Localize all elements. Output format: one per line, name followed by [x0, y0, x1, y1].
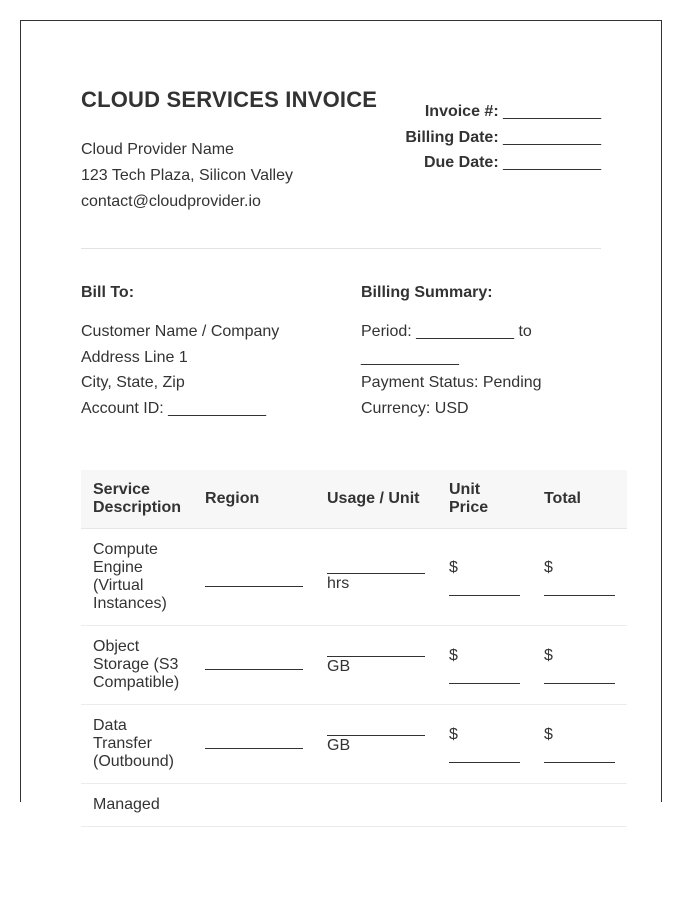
billing-date-label: Billing Date:	[405, 128, 499, 146]
header-divider	[81, 248, 601, 249]
usage-unit: hrs	[327, 574, 350, 592]
usage-cell[interactable]	[315, 626, 437, 705]
table-row	[81, 705, 627, 784]
region-blank[interactable]	[205, 668, 303, 670]
column-header: Region	[193, 470, 315, 529]
column-header: Service Description	[81, 470, 193, 529]
invoice-number-field[interactable]: ___________	[503, 103, 601, 120]
column-header: Unit Price	[437, 470, 532, 529]
usage-cell[interactable]	[315, 705, 437, 784]
usage-unit: GB	[327, 736, 351, 754]
billing-period-end[interactable]: ___________	[361, 348, 459, 366]
usage-blank[interactable]	[327, 655, 425, 657]
due-date-row	[405, 150, 601, 176]
invoice-title: CLOUD SERVICES INVOICE	[81, 87, 378, 112]
customer-name: Customer Name / Company	[81, 323, 280, 340]
unit-price-cell[interactable]	[437, 784, 532, 827]
total-blank[interactable]	[544, 594, 615, 596]
currency-symbol: $	[448, 558, 458, 576]
customer-address: Address Line 1	[81, 348, 188, 366]
total-cell[interactable]	[532, 784, 627, 827]
bill-to-heading: Bill To:	[81, 284, 135, 301]
total-blank[interactable]	[544, 761, 615, 763]
service-description: Compute Engine (Virtual Instances)	[81, 529, 193, 626]
unit-price-blank[interactable]	[449, 761, 520, 763]
total-cell[interactable]	[532, 705, 627, 784]
provider-info	[81, 137, 293, 215]
unit-price-cell[interactable]	[437, 626, 532, 705]
total-cell[interactable]	[532, 626, 627, 705]
invoice-sheet	[20, 20, 662, 813]
total-cell[interactable]	[532, 529, 627, 626]
billing-date-field[interactable]: ___________	[503, 128, 601, 146]
table-row	[81, 529, 627, 626]
unit-price-cell[interactable]	[437, 529, 532, 626]
bill-to-section	[81, 283, 341, 421]
provider-address: 123 Tech Plaza, Silicon Valley	[81, 167, 293, 184]
region-blank[interactable]	[205, 585, 303, 587]
region-cell[interactable]	[193, 626, 315, 705]
region-cell[interactable]	[193, 529, 315, 626]
table-row	[81, 626, 627, 705]
billing-summary-heading: Billing Summary:	[361, 284, 493, 301]
invoice-meta	[405, 99, 601, 176]
region-cell[interactable]	[193, 705, 315, 784]
column-header: Usage / Unit	[315, 470, 437, 529]
provider-email: contact@cloudprovider.io	[81, 193, 261, 210]
usage-cell[interactable]	[315, 784, 437, 827]
column-header: Total	[532, 470, 627, 529]
table-row	[81, 784, 627, 827]
due-date-label: Due Date:	[423, 154, 499, 171]
due-date-field[interactable]: ___________	[503, 154, 601, 171]
services-table	[81, 470, 627, 827]
usage-blank[interactable]	[327, 572, 425, 574]
invoice-number-label: Invoice #:	[424, 103, 499, 120]
invoice-number-row	[405, 99, 601, 125]
usage-unit: GB	[327, 657, 351, 675]
account-id[interactable]: Account ID: ___________	[81, 399, 267, 417]
total-blank[interactable]	[544, 682, 615, 684]
customer-city: City, State, Zip	[81, 374, 185, 391]
currency-symbol: $	[543, 725, 553, 743]
unit-price-blank[interactable]	[449, 682, 520, 684]
service-description: Data Transfer (Outbound)	[81, 705, 193, 784]
billing-date-row	[405, 125, 601, 151]
unit-price-cell[interactable]	[437, 705, 532, 784]
region-cell[interactable]	[193, 784, 315, 827]
table-header-row	[81, 470, 627, 529]
provider-name: Cloud Provider Name	[81, 141, 234, 158]
currency-symbol: $	[543, 558, 553, 576]
currency: Currency: USD	[361, 399, 469, 417]
service-description: Managed	[81, 784, 193, 827]
payment-status: Payment Status: Pending	[361, 374, 542, 391]
currency-symbol: $	[543, 646, 553, 664]
usage-cell[interactable]	[315, 529, 437, 626]
currency-symbol: $	[448, 646, 458, 664]
unit-price-blank[interactable]	[449, 594, 520, 596]
region-blank[interactable]	[205, 747, 303, 749]
billing-summary-section	[361, 283, 601, 421]
currency-symbol: $	[448, 725, 458, 743]
service-description: Object Storage (S3 Compatible)	[81, 626, 193, 705]
usage-blank[interactable]	[327, 734, 425, 736]
billing-period[interactable]: Period: ___________ to	[361, 323, 532, 340]
